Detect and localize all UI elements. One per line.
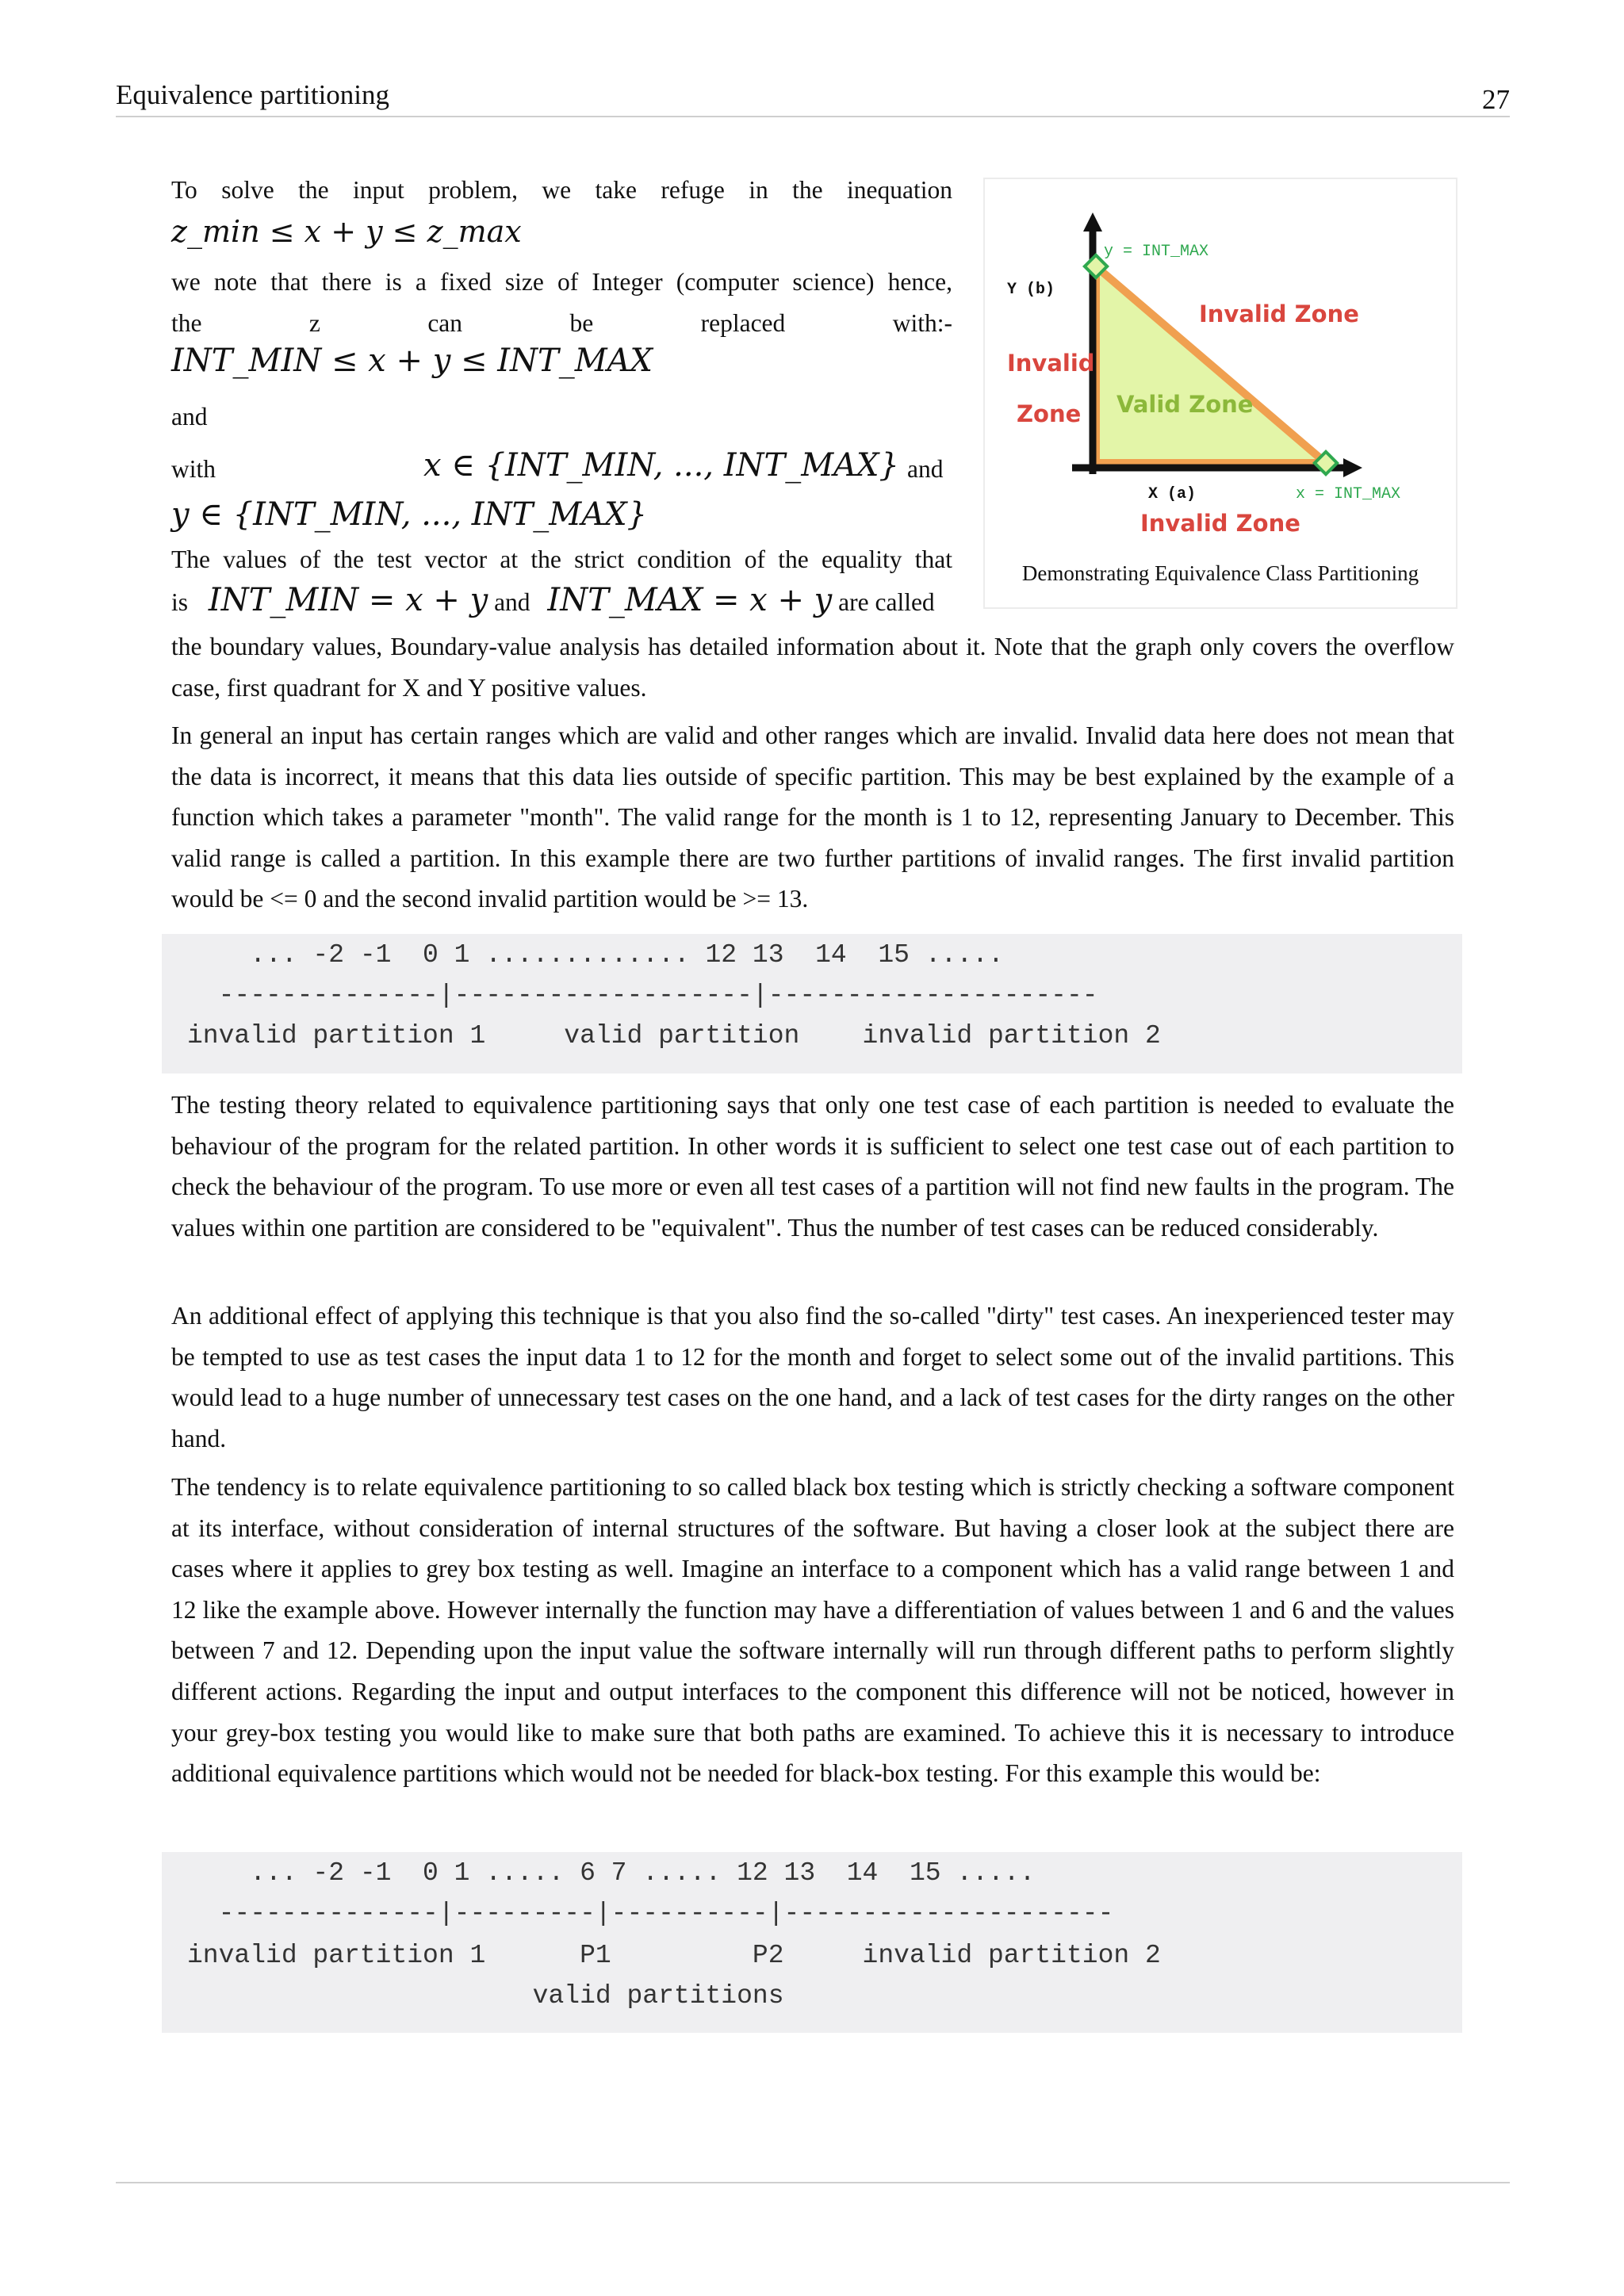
formula-int-min-eq: INT_MIN = x + y [208,582,488,618]
x-axis-arrow-icon [1343,458,1362,477]
intro-line-3 [171,309,952,338]
partition-graph [985,179,1456,552]
figure-caption: Demonstrating Equivalence Class Partitioning [1021,561,1419,585]
invalid-zone-left-label-2: Zone [1017,400,1082,427]
running-header [116,79,1510,117]
word-is: is [171,588,189,616]
intro-line-5 [171,582,935,618]
x-axis-label: X (a) [1148,485,1197,503]
intro-and-2: and [907,455,944,483]
intro-paragraph-end: the boundary values, Boundary-value analysis has detailed information about it. Note that the graph only covers the overflow case, first quadrant for X and Y positive values. [171,633,1454,702]
code-line: invalid partition 1 P1 P2 invalid partition 2 [187,1941,1161,1970]
y-axis-arrow-icon [1083,212,1102,232]
invalid-zone-bottom-label: Invalid Zone [1140,510,1300,537]
y-max-label: y = INT_MAX [1104,243,1209,261]
formula-zmin-zmax [171,214,522,249]
paragraph-valid-ranges: In general an input has certain ranges which are valid and other ranges which are invalid. Invalid data here does not mean that the data is incorrect, it means that this data lies outside of specific partition. This may be best explained by the example of a function which takes a parameter "month". The valid range for the month is 1 to 12, representing January to December. This valid range is called a partition. In this example there are two further partitions of invalid ranges. The first invalid partition would be <= 0 and the second invalid partition would be >= 13. [171,721,1454,913]
paragraph-grey-box: The tendency is to relate equivalence partitioning to so called black box testing which is strictly checking a software component at its interface, without consideration of internal structures of the software. But having a closer look at the subject there are cases where it applies to grey box testing as well. Imagine an interface to a component which has a valid range between 1 and 12 like the example above. However internally the function may have a differentiation of values between 1 and 6 and the values between 7 and 12. Depending upon the input value the software internally will run through different paths to perform slightly different actions. Regarding the input and output interfaces to the component this difference will not be noticed, however in your grey-box testing you would like to make sure that both paths are examined. To achieve this it is necessary to introduce additional equivalence partitions which would not be needed for black-box testing. For this example this would be: [171,1473,1454,1788]
word: z [308,309,320,337]
intro-line-4: The values of the test vector at the strict condition of the equality that [171,545,952,573]
code-line: --------------|---------|----------|--------------------- [187,1899,1114,1928]
word: with:- [892,309,952,337]
header-title: Equivalence partitioning [116,79,390,110]
code-block-sub-partitions [162,1852,1462,2033]
page-number: 27 [1482,84,1510,115]
paragraph-dirty-test-cases: An additional effect of applying this technique is that you also find the so-called "dirty" test cases. An inexperienced tester may be tempted to use as test cases the input data 1 to 12 for the month and forget to select some out of the invalid partitions. This would lead to a huge number of unnecessary test cases on the one hand, and a lack of test cases for the dirty ranges on the other hand. [171,1302,1454,1452]
formula-int-range: INT_MIN ≤ x + y ≤ INT_MAX [171,342,653,379]
equivalence-figure [983,178,1457,609]
intro-line-2: we note that there is a fixed size of Integer (computer science) hence, [171,268,952,296]
code-line: ... -2 -1 0 1 ............. 12 13 14 15 ..... [187,940,1004,970]
formula-y-set: y ∈ {INT_MIN, ..., INT_MAX} [171,496,648,533]
word: be [569,309,594,337]
words-are-called: are called [838,588,935,616]
code-line: ... -2 -1 0 1 ..... 6 7 ..... 12 13 14 15 ..... [187,1858,1036,1888]
formula-x-set: x ∈ {INT_MIN, ..., INT_MAX} [423,447,899,484]
paragraph-testing-theory: The testing theory related to equivalence partitioning says that only one test case of each partition is needed to evaluate the behaviour of the program for the related partition. In other words it is sufficient to select one test case out of each partition to check the behaviour of the program. To use more or even all test cases of a partition will not find new faults in the program. The values within one partition are considered to be "equivalent". Thus the number of test cases can be reduced considerably. [171,1091,1454,1242]
code-line: invalid partition 1 valid partition invalid partition 2 [187,1021,1161,1050]
intro-line-1: To solve the input problem, we take refuge in the inequation [171,176,952,204]
word: can [427,309,463,337]
word: the [171,309,202,337]
word-and: and [494,588,530,616]
y-axis-label: Y (b) [1007,281,1055,299]
invalid-zone-top-label: Invalid Zone [1199,300,1359,327]
intro-and: and [171,403,208,430]
code-block-partitions [162,934,1462,1073]
formula-int-max-eq: INT_MAX = x + y [547,582,833,618]
invalid-zone-left-label-1: Invalid [1007,350,1095,377]
word: replaced [700,309,786,337]
valid-zone-label: Valid Zone [1116,391,1254,418]
code-line: valid partitions [187,1981,784,2011]
x-max-label: x = INT_MAX [1296,485,1401,503]
footer-rule [116,2182,1510,2183]
formula-1-text: z_min ≤ x + y ≤ z_max [171,214,522,249]
intro-with: with [171,455,216,483]
code-line: --------------|-------------------|--------------------- [187,981,1098,1010]
